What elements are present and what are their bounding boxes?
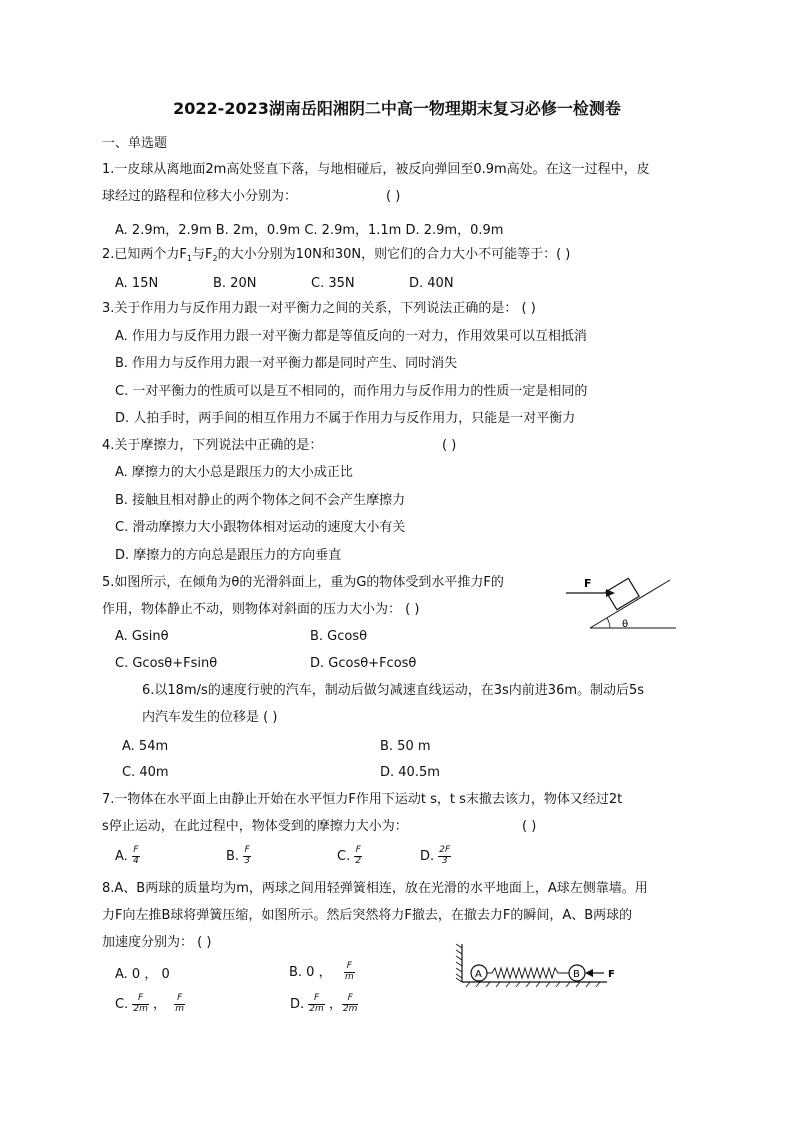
wall-hatching bbox=[456, 944, 462, 982]
q5-option-b: B. Gcosθ bbox=[310, 629, 368, 644]
angle-arc bbox=[607, 618, 610, 628]
q7-option-b: B. $\frac{F}{3}$ bbox=[226, 845, 250, 866]
q8-line3: 加速度分别为： ( ) bbox=[102, 935, 212, 950]
q6-line1: 6.以18m/s的速度行驶的汽车，制动后做匀减速直线运动，在3s内前进36m。制动后5s bbox=[142, 683, 645, 698]
fig-theta-label: θ bbox=[622, 619, 629, 630]
q8-option-c: C. $\frac{F}{2m}$ ， $\frac{F}{m}$ bbox=[115, 993, 185, 1014]
q6-option-a: A. 54m bbox=[122, 739, 169, 754]
q7-option-a: A. $\frac{F}{4}$ bbox=[115, 845, 139, 866]
spring bbox=[487, 968, 569, 978]
section-heading: 一、单选题 bbox=[102, 136, 168, 151]
q7-answer-paren: ( ) bbox=[522, 819, 537, 834]
fig-force-label-f: F bbox=[608, 969, 615, 980]
q2-option-d: D. 40N bbox=[409, 276, 454, 291]
q7-option-d: D. $\frac{2F}{3}$ bbox=[420, 845, 451, 866]
q6-option-b: B. 50 m bbox=[380, 739, 431, 754]
q2-option-a: A. 15N bbox=[115, 276, 159, 291]
q3-stem: 3.关于作用力与反作用力跟一对平衡力之间的关系，下列说法正确的是： ( ) bbox=[102, 301, 536, 316]
q8-line2: 力F向左推B球将弹簧压缩，如图所示。然后突然将力F撤去，在撤去力F的瞬间，A、B两球的 bbox=[102, 908, 633, 923]
q2-option-c: C. 35N bbox=[311, 276, 355, 291]
q8-option-a: A. 0 ， 0 bbox=[115, 967, 170, 982]
q4-option-a: A. 摩擦力的大小总是跟压力的大小成正比 bbox=[115, 465, 353, 480]
arrowhead-left-icon bbox=[585, 969, 593, 977]
q5-option-d: D. Gcosθ+Fcosθ bbox=[310, 656, 417, 671]
q2-stem: 2.已知两个力$F_1$与$F_2$的大小分别为10N和30N，则它们的合力大小不可能等于：( ) bbox=[102, 247, 571, 263]
q8-option-b: B. 0 ， $\frac{F}{m}$ bbox=[289, 961, 354, 982]
q7-line1: 7.一物体在水平面上由静止开始在水平恒力F作用下运动t s，t s末撤去该力，物体又经过2t bbox=[102, 792, 623, 807]
q5-line1: 5.如图所示，在倾角为θ的光滑斜面上，重为G的物体受到水平推力F的 bbox=[102, 575, 504, 590]
q4-option-c: C. 滑动摩擦力大小跟物体相对运动的速度大小有关 bbox=[115, 520, 406, 535]
q1-answer-paren: ( ) bbox=[386, 189, 401, 204]
q4-stem: 4.关于摩擦力，下列说法中正确的是： bbox=[102, 438, 323, 453]
q3-option-c: C. 一对平衡力的性质可以是互不相同的，而作用力与反作用力的性质一定是相同的 bbox=[115, 384, 588, 399]
q1-options: A. 2.9m，2.9m B. 2m，0.9m C. 2.9m，1.1m D. 2.9m，0.9m bbox=[115, 223, 504, 238]
q4-answer-paren: ( ) bbox=[442, 438, 457, 453]
floor-hatching bbox=[466, 982, 600, 987]
q4-option-d: D. 摩擦力的方向总是跟压力的方向垂直 bbox=[115, 548, 342, 563]
q5-line2: 作用，物体静止不动，则物体对斜面的压力大小为： ( ) bbox=[102, 602, 420, 617]
q1-line1: 1.一皮球从离地面2m高处竖直下落，与地相碰后，被反向弹回至0.9m高处。在这一过程中，皮 bbox=[102, 162, 650, 177]
q3-option-a: A. 作用力与反作用力跟一对平衡力都是等值反向的一对力，作用效果可以互相抵消 bbox=[115, 329, 587, 344]
q5-option-c: C. Gcosθ+Fsinθ bbox=[115, 656, 218, 671]
ball-b-label: B bbox=[573, 969, 580, 980]
q7-option-c: C. $\frac{F}{2}$ bbox=[337, 845, 362, 866]
q2-option-b: B. 20N bbox=[213, 276, 257, 291]
q4-option-b: B. 接触且相对静止的两个物体之间不会产生摩擦力 bbox=[115, 493, 406, 508]
q6-option-d: D. 40.5m bbox=[380, 765, 440, 780]
q1-line2: 球经过的路程和位移大小分别为： bbox=[102, 189, 298, 204]
q5-option-a: A. Gsinθ bbox=[115, 629, 169, 644]
page-title: 2022-2023湖南岳阳湘阴二中高一物理期末复习必修一检测卷 bbox=[173, 99, 621, 118]
fig-force-label: F bbox=[584, 577, 592, 590]
q3-option-b: B. 作用力与反作用力跟一对平衡力都是同时产生、同时消失 bbox=[115, 356, 458, 371]
q8-line1: 8.A、B两球的质量均为m，两球之间用轻弹簧相连，放在光滑的水平地面上，A球左侧靠墙。用 bbox=[102, 881, 648, 896]
q6-option-c: C. 40m bbox=[122, 765, 169, 780]
q6-line2: 内汽车发生的位移是 ( ) bbox=[142, 710, 278, 725]
spring-figure bbox=[452, 942, 632, 988]
q3-option-d: D. 人拍手时，两手间的相互作用力不属于作用力与反作用力，只能是一对平衡力 bbox=[115, 411, 576, 426]
incline-figure bbox=[560, 572, 680, 634]
q8-option-d: D. $\frac{F}{2m}$ ， $\frac{F}{2m}$ bbox=[290, 993, 358, 1014]
ball-a-label: A bbox=[475, 969, 482, 980]
q7-line2: s停止运动，在此过程中，物体受到的摩擦力大小为： bbox=[102, 819, 408, 834]
